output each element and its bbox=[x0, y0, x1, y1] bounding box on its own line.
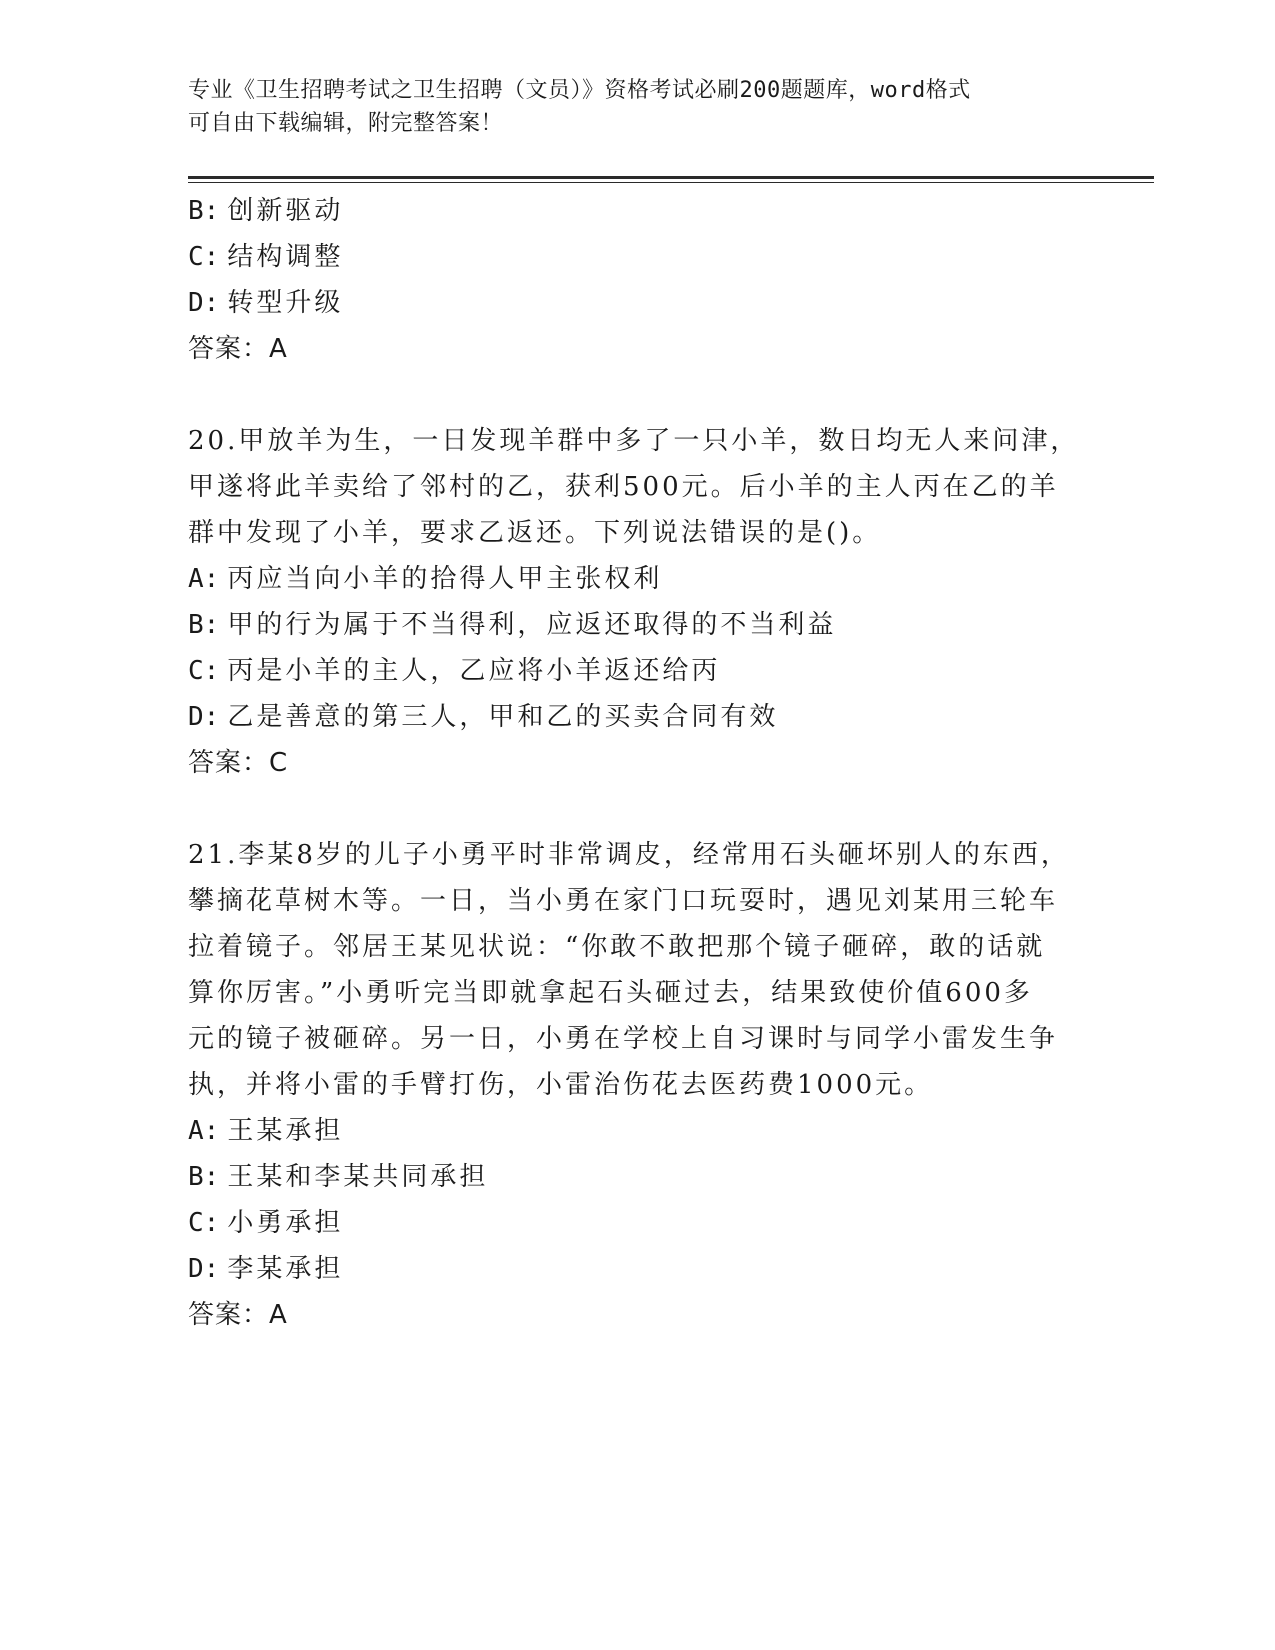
header-line-1: 专业《卫生招聘考试之卫生招聘（文员）》资格考试必刷200题题库，word格式 bbox=[188, 78, 971, 103]
option-d bbox=[188, 1246, 1068, 1292]
question-stem-line: 拉着镜子。邻居王某见状说：“你敢不敢把那个镜子砸碎，敢的话就 bbox=[188, 932, 1046, 962]
question-21-block bbox=[188, 832, 1068, 1338]
option-text: 丙应当向小羊的拾得人甲主张权利 bbox=[227, 564, 663, 594]
option-label: B: bbox=[188, 610, 220, 640]
option-label: D: bbox=[188, 1254, 220, 1284]
option-b bbox=[188, 602, 1068, 648]
option-label: B: bbox=[188, 196, 220, 226]
spacer bbox=[188, 372, 1068, 418]
option-c bbox=[188, 648, 1068, 694]
prev-question-block bbox=[188, 188, 1068, 372]
option-label: D: bbox=[188, 288, 220, 318]
question-stem-line: 20.甲放羊为生，一日发现羊群中多了一只小羊，数日均无人来问津， bbox=[188, 426, 1080, 456]
question-20-block bbox=[188, 418, 1080, 786]
option-text: 小勇承担 bbox=[227, 1208, 344, 1238]
header-rule-thin bbox=[188, 182, 1154, 183]
document-header bbox=[188, 74, 1068, 140]
option-text: 王某和李某共同承担 bbox=[227, 1162, 489, 1192]
option-d bbox=[188, 280, 1068, 326]
option-label: A: bbox=[188, 564, 220, 594]
question-stem-line: 攀摘花草树木等。一日，当小勇在家门口玩耍时，遇见刘某用三轮车 bbox=[188, 886, 1059, 916]
header-rule-thick bbox=[188, 176, 1154, 179]
option-text: 乙是善意的第三人，甲和乙的买卖合同有效 bbox=[227, 702, 779, 732]
question-stem-line: 执，并将小雷的手臂打伤，小雷治伤花去医药费1000元。 bbox=[188, 1070, 934, 1100]
option-label: D: bbox=[188, 702, 220, 732]
option-text: 李某承担 bbox=[227, 1254, 344, 1284]
option-d bbox=[188, 694, 1068, 740]
option-text: 创新驱动 bbox=[227, 196, 344, 226]
header-line-2: 可自由下载编辑，附完整答案！ bbox=[188, 111, 504, 136]
option-label: A: bbox=[188, 1116, 220, 1146]
option-label: C: bbox=[188, 656, 220, 686]
answer-line: 答案：A bbox=[188, 1300, 288, 1330]
option-c bbox=[188, 234, 1068, 280]
answer-line: 答案：A bbox=[188, 334, 288, 364]
option-label: C: bbox=[188, 1208, 220, 1238]
question-stem-line: 甲遂将此羊卖给了邻村的乙，获利500元。后小羊的主人丙在乙的羊 bbox=[188, 472, 1059, 502]
option-c bbox=[188, 1200, 1068, 1246]
question-stem-line: 算你厉害。”小勇听完当即就拿起石头砸过去，结果致使价值600多 bbox=[188, 978, 1033, 1008]
option-text: 结构调整 bbox=[227, 242, 344, 272]
question-content bbox=[188, 188, 1080, 1338]
option-text: 王某承担 bbox=[227, 1116, 344, 1146]
answer-line: 答案：C bbox=[188, 748, 289, 778]
option-a bbox=[188, 1108, 1068, 1154]
option-label: B: bbox=[188, 1162, 220, 1192]
option-b bbox=[188, 188, 1068, 234]
spacer bbox=[188, 786, 1068, 832]
option-text: 丙是小羊的主人，乙应将小羊返还给丙 bbox=[227, 656, 721, 686]
option-text: 甲的行为属于不当得利，应返还取得的不当利益 bbox=[227, 610, 837, 640]
question-stem-line: 元的镜子被砸碎。另一日，小勇在学校上自习课时与同学小雷发生争 bbox=[188, 1024, 1059, 1054]
question-stem-line: 21.李某8岁的儿子小勇平时非常调皮，经常用石头砸坏别人的东西， bbox=[188, 840, 1070, 870]
option-text: 转型升级 bbox=[227, 288, 344, 318]
option-a bbox=[188, 556, 1068, 602]
option-b bbox=[188, 1154, 1068, 1200]
question-stem-line: 群中发现了小羊，要求乙返还。下列说法错误的是()。 bbox=[188, 518, 882, 548]
option-label: C: bbox=[188, 242, 220, 272]
